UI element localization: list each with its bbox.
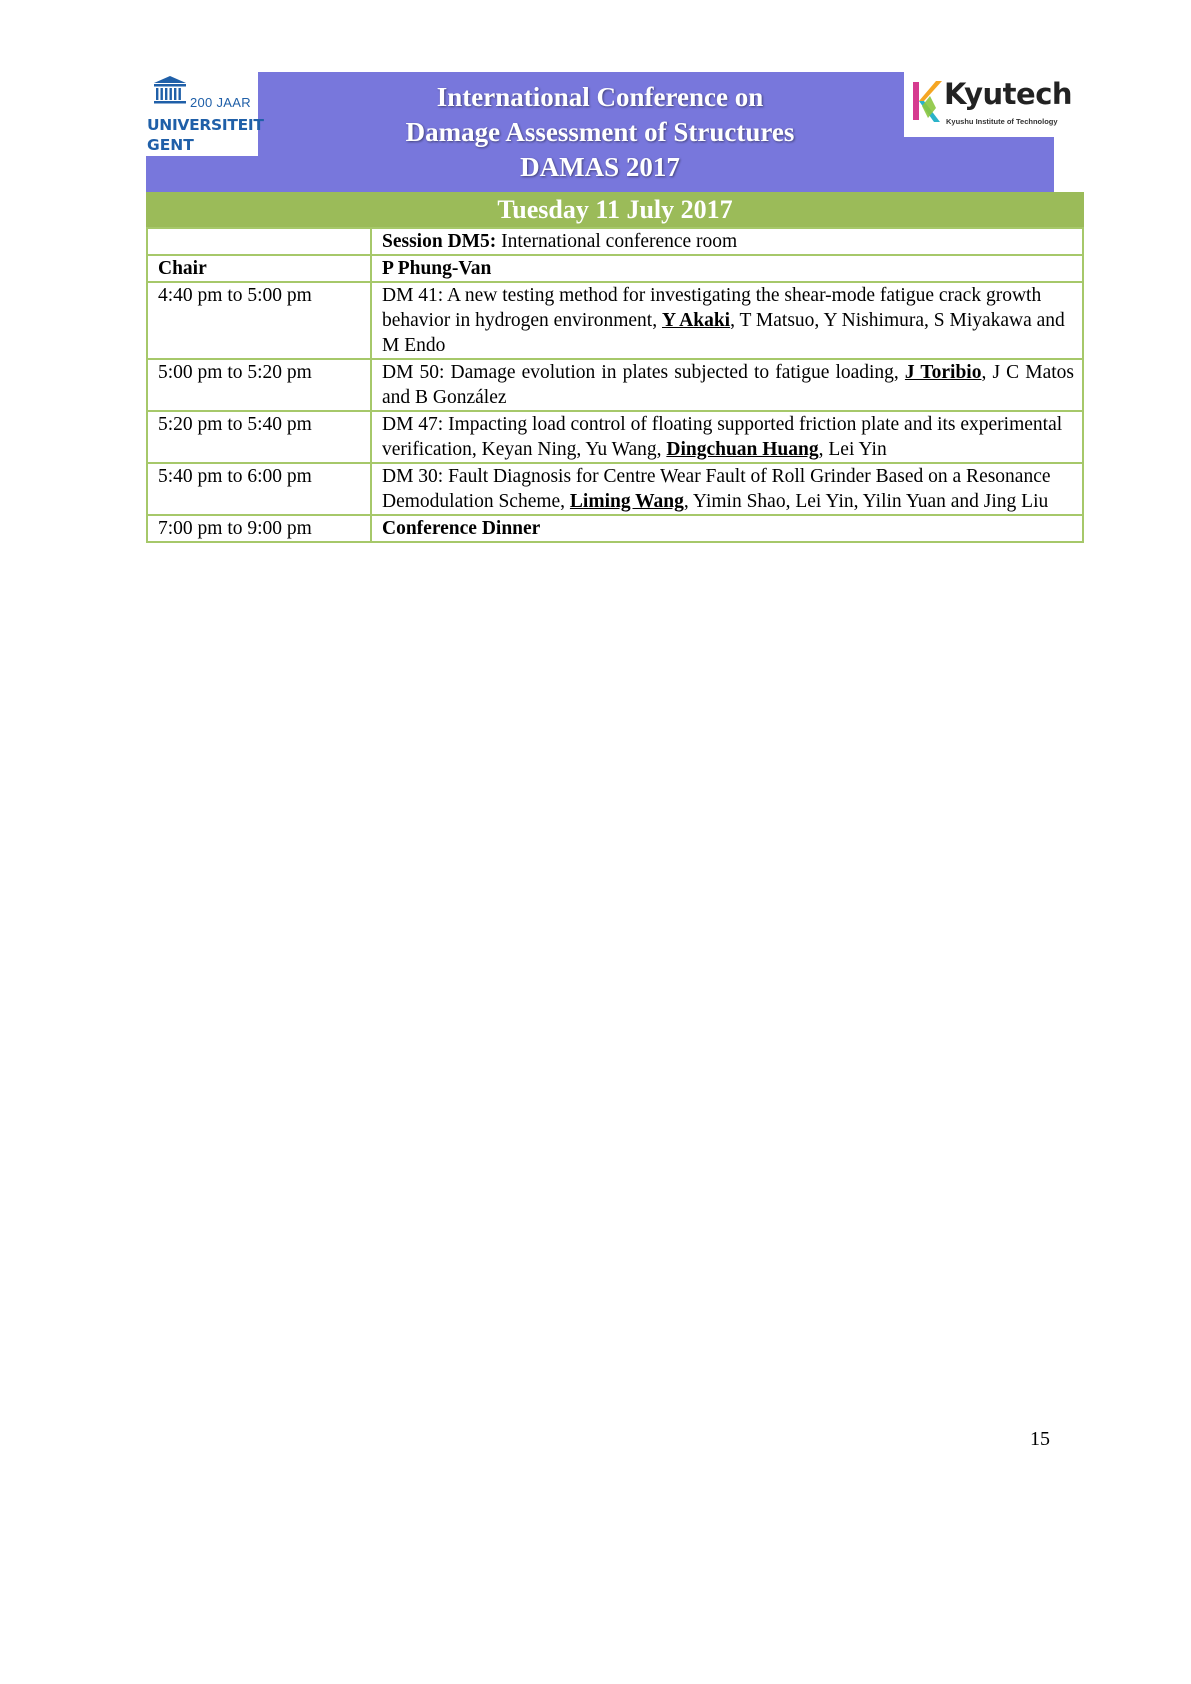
kyutech-logo	[904, 72, 1073, 137]
session-schedule-table	[146, 227, 1084, 543]
paper-entry: DM 30: Fault Diagnosis for Centre Wear Fault of Roll Grinder Based on a Resonance Demodulation Scheme, Liming Wang, Yimin Shao, Lei Yin, Yilin Yuan and Jing Liu	[371, 463, 1083, 515]
logo-gent-text: GENT	[147, 136, 194, 154]
presenter-name: Y Akaki	[661, 310, 731, 331]
session-row	[147, 228, 1083, 255]
empty-cell	[147, 228, 371, 255]
time-slot: 7:00 pm to 9:00 pm	[147, 515, 371, 542]
logo-universiteit-text: UNIVERSITEIT	[147, 116, 264, 134]
session-label: Session DM5:	[382, 231, 497, 252]
presenter-name: Dingchuan Huang	[666, 439, 819, 460]
table-row	[147, 411, 1083, 463]
title-line: International Conference on	[436, 82, 764, 112]
time-slot: 5:40 pm to 6:00 pm	[147, 463, 371, 515]
page-number: 15	[1030, 1428, 1050, 1450]
session-info	[371, 228, 1083, 255]
title-line: DAMAS 2017	[520, 152, 680, 182]
presenter-name: J Toribio	[904, 362, 982, 383]
dinner-label: Conference Dinner	[371, 515, 1083, 542]
conference-header	[146, 72, 1073, 192]
paper-entry: DM 41: A new testing method for investigating the shear-mode fatigue crack growth behavior in hydrogen environment, Y Akaki, T Matsuo, Y Nishimura, S Miyakawa and M Endo	[371, 282, 1083, 359]
session-room: International conference room	[496, 231, 738, 252]
table-row	[147, 282, 1083, 359]
time-slot: 4:40 pm to 5:00 pm	[147, 282, 371, 359]
chair-label: Chair	[147, 255, 371, 282]
presenter-name: Liming Wang	[569, 491, 684, 512]
chair-name: P Phung-Van	[371, 255, 1083, 282]
time-slot: 5:20 pm to 5:40 pm	[147, 411, 371, 463]
kyutech-k-icon	[910, 78, 942, 124]
paper-entry: DM 47: Impacting load control of floating supported friction plate and its experimental verification, Keyan Ning, Yu Wang, Dingchuan Huang, Lei Yin	[371, 411, 1083, 463]
title-line: Damage Assessment of Structures	[405, 117, 795, 147]
dinner-row	[147, 515, 1083, 542]
kyutech-subtitle: Kyushu Institute of Technology	[946, 117, 1058, 126]
time-slot: 5:00 pm to 5:20 pm	[147, 359, 371, 411]
day-title: Tuesday 11 July 2017	[146, 192, 1084, 227]
kyutech-name: Kyutech	[944, 77, 1073, 111]
logo-jaar-text: 200 JAAR	[190, 95, 251, 110]
table-row	[147, 463, 1083, 515]
table-row	[147, 359, 1083, 411]
paper-entry: DM 50: Damage evolution in plates subjected to fatigue loading, J Toribio, J C Matos and B González	[371, 359, 1083, 411]
chair-row	[147, 255, 1083, 282]
